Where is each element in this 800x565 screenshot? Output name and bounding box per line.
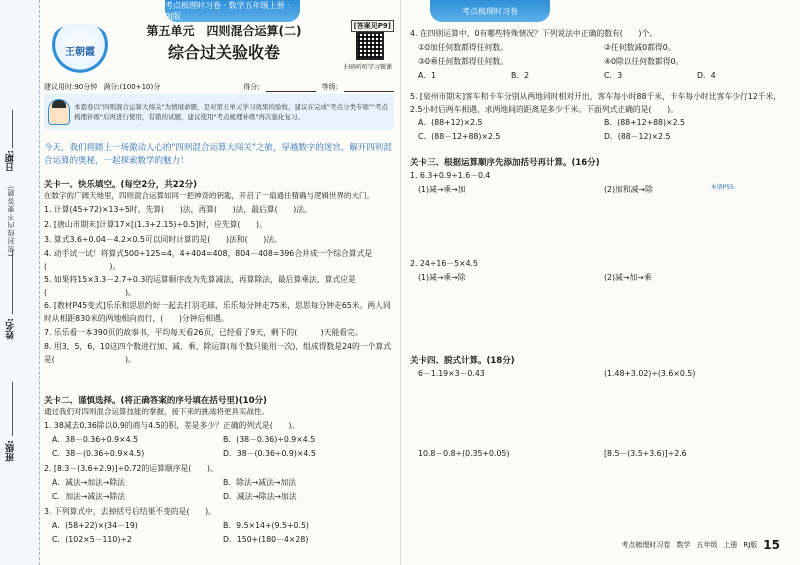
suggested-time: 建议用时:90分钟 bbox=[44, 83, 98, 91]
choice-1-options bbox=[44, 433, 394, 461]
unit-title: 第五单元 四则混合运算(二) bbox=[146, 24, 302, 38]
logo-text: 王朝霞 bbox=[65, 46, 95, 58]
fill-question-3[interactable]: 3. 算式3.6÷0.04－4.2×0.5可以同时计算的是( )法和( )法。 bbox=[44, 235, 282, 244]
order-2-part-1[interactable]: (1)减→乘→除 bbox=[418, 273, 466, 282]
footer-subject: 数学 bbox=[676, 541, 691, 549]
order-1-part-1[interactable]: (1)减→乘→加 bbox=[418, 185, 466, 194]
option-a[interactable]: A．(58+22)×(34－19) bbox=[52, 521, 138, 530]
qr-code-icon[interactable] bbox=[356, 32, 384, 60]
option-c[interactable]: C．3 bbox=[604, 71, 623, 80]
option-d[interactable]: D．(88－12)×2.5 bbox=[604, 132, 671, 141]
option-b[interactable]: B．2 bbox=[511, 71, 530, 80]
binding-strip bbox=[0, 0, 40, 565]
option-c[interactable]: C．(88－12+88)×2.5 bbox=[418, 132, 501, 141]
footer-series: 考点梳理时习卷 bbox=[621, 541, 671, 549]
page-footer bbox=[621, 538, 780, 552]
score-field[interactable] bbox=[266, 82, 316, 92]
banner-right-text: 考点梳理时习卷 bbox=[462, 6, 518, 16]
calc-item-1[interactable]: 6－1.19×3－0.43 bbox=[418, 369, 485, 378]
calc-item-2[interactable]: (1.48+3.02)÷(3.6×0.5) bbox=[604, 369, 696, 378]
brand-logo-icon bbox=[48, 24, 112, 76]
fill-question-4[interactable]: 4. 动手试一试！将算式500÷125=4，4+404=408，804－408=396合并成一个综合算式是( )。 bbox=[44, 249, 373, 271]
choice-question-4[interactable]: 4. 在四则运算中，0有哪些特殊情况？下列说法中正确的数有( )个。 bbox=[410, 29, 658, 38]
page-title: 综合过关验收卷 bbox=[167, 43, 280, 62]
section-2-desc: 通过我们对四则混合运算技能的掌握，接下来的挑战将更具实战性。 bbox=[44, 407, 269, 416]
score-label: 得分: bbox=[243, 83, 260, 91]
reference-tag: 本册P55 bbox=[710, 184, 734, 191]
full-score: 满分:(100+10)分 bbox=[103, 83, 161, 91]
calc-row-1 bbox=[410, 366, 790, 382]
statement-2: ②任何数减0都得0。 bbox=[604, 43, 676, 52]
name-label: 姓名: bbox=[6, 318, 16, 340]
page-number: 15 bbox=[763, 538, 780, 552]
order-2-parts bbox=[410, 271, 790, 285]
class-line[interactable] bbox=[12, 382, 13, 436]
date-line[interactable] bbox=[12, 110, 13, 148]
banner-left-text: 考点梳理时习卷 · 数学五年级上册 · RJ版 bbox=[165, 1, 290, 21]
grade-field[interactable] bbox=[344, 82, 394, 92]
name-line[interactable] bbox=[12, 250, 13, 314]
section-3-title: 关卡三、根据运算顺序先添加括号再计算。(16分) bbox=[410, 158, 600, 168]
class-label: 班级: bbox=[6, 440, 16, 462]
mascot-icon bbox=[48, 99, 70, 125]
option-a[interactable]: A．1 bbox=[418, 71, 437, 80]
fill-question-7[interactable]: 7. 乐乐看一本390页的故事书，平均每天看26页，已经看了9天，剩下的( )天能看完。 bbox=[44, 328, 363, 337]
section-2-title: 关卡二、谨慎选择。(将正确答案的序号填在括号里)(10分) bbox=[44, 396, 267, 406]
grade-label: 等级: bbox=[321, 83, 338, 91]
option-d[interactable]: D．减法→除法→加法 bbox=[223, 492, 297, 501]
exam-meta bbox=[44, 82, 394, 92]
option-b[interactable]: B．9.5×14+(9.5+0.5) bbox=[223, 521, 309, 530]
order-question-1[interactable]: 1. 6.3+0.9÷1.6－0.4 bbox=[410, 171, 491, 180]
fill-question-1[interactable]: 1. 计算(45+72)×13÷5时，先算( )法，再算( )法，最后算( )法。 bbox=[44, 205, 312, 214]
section-1-desc: 在数字的广阔天地里，四则混合运算如同一把神奇的钥匙，开启了一扇通往精确与逻辑世界的大门。 bbox=[44, 191, 374, 200]
option-c[interactable]: C．(102×5－110)÷2 bbox=[52, 535, 132, 544]
fill-question-5[interactable]: 5. 如果将15×3.3－2.7÷0.3的运算顺序改为先算减法，再算除法，最后算乘法，算式应是( )。 bbox=[44, 275, 356, 297]
statement-1: ①0加任何数都得任何数。 bbox=[418, 43, 508, 52]
section-3-q2 bbox=[410, 256, 790, 285]
choice-5-options bbox=[410, 116, 790, 144]
section-2 bbox=[44, 394, 394, 547]
section-4-title: 关卡四、脱式计算。(18分) bbox=[410, 356, 515, 366]
choice-4-statements bbox=[410, 41, 790, 69]
date-label: 日期: bbox=[6, 150, 16, 172]
calc-item-3[interactable]: 10.8－0.8÷(0.35+0.05) bbox=[418, 449, 510, 458]
option-b[interactable]: B．(88+12+88)×2.5 bbox=[604, 118, 685, 127]
option-c[interactable]: C．38－(0.36÷0.9×4.5) bbox=[52, 449, 145, 458]
choice-3-options bbox=[44, 519, 394, 547]
order-1-part-2[interactable]: (2)加和减→除 bbox=[604, 185, 653, 194]
calc-item-4[interactable]: [8.5－(3.5+3.6)]÷2.6 bbox=[604, 449, 687, 458]
section-4-row-2 bbox=[410, 446, 790, 462]
footer-edition: RJ版 bbox=[743, 541, 758, 549]
option-a[interactable]: A．减法→加法→除法 bbox=[52, 478, 125, 487]
section-1-title: 关卡一、快乐填空。(每空2分，共22分) bbox=[44, 180, 198, 190]
fill-question-2[interactable]: 2. [唐山市期末]计算17×[(1.3+2.15)÷0.5]时，应先算( )。 bbox=[44, 220, 267, 229]
option-c[interactable]: C．加法→减法→除法 bbox=[52, 492, 126, 501]
option-a[interactable]: A．38－0.36÷0.9×4.5 bbox=[52, 435, 139, 444]
calc-row-2 bbox=[410, 446, 790, 462]
story-intro: 今天，我们将踏上一场激动人心的"四则混合运算大闯关"之旅，穿越数字的迷宫，解开四则混合运算的奥秘，一起探索数学的魅力！ bbox=[44, 143, 392, 166]
fill-question-6[interactable]: 6. [教材P45变式]乐乐和思思约好一起去打羽毛球，乐乐每分钟走75米，思思每分钟走65米。两人同时从相距830米的两地相向而行，( )分钟后相遇。 bbox=[44, 301, 391, 323]
option-b[interactable]: B．(38－0.36)÷0.9×4.5 bbox=[223, 435, 316, 444]
order-question-2[interactable]: 2. 24÷16－5×4.5 bbox=[410, 259, 478, 268]
footer-grade: 五年级 bbox=[696, 541, 718, 549]
section-4 bbox=[410, 354, 790, 382]
seal-note: (密封线内不要答题) bbox=[7, 185, 15, 257]
qr-caption: 扫码听听学习微课 bbox=[343, 64, 392, 71]
footer-term: 上册 bbox=[723, 541, 738, 549]
choice-question-1[interactable]: 1. 38减去0.36除以0.9的商与4.5的积，差是多少？正确的列式是( )。 bbox=[44, 421, 300, 430]
option-d[interactable]: D．150+(180－4×28) bbox=[223, 535, 309, 544]
option-a[interactable]: A．(88+12)×2.5 bbox=[418, 118, 483, 127]
left-page bbox=[44, 18, 394, 558]
choice-4-options bbox=[410, 69, 790, 83]
statement-3: ③0乘任何数都得任何数。 bbox=[418, 57, 508, 66]
fill-question-8[interactable]: 8. 用3，5，6，10这四个数进行加、减、乘、除运算(每个数只能用一次)，组成得数是24的一个算式是( )。 bbox=[44, 342, 392, 364]
intro-text: 本套卷以"四则混合运算大闯关"为情境命题，是对第五单元学习效果的验收，建议在完成"考点分类专练""考点梳理补练"后再进行使用，有错的试题，建议使用"考点梳理补练"再次强化复习。 bbox=[74, 103, 388, 121]
right-page bbox=[410, 18, 790, 558]
option-b[interactable]: B．除法→减法→加法 bbox=[223, 478, 296, 487]
choice-question-4-block bbox=[410, 26, 790, 83]
order-2-part-2[interactable]: (2)减→加→乘 bbox=[604, 273, 652, 282]
page-divider bbox=[400, 0, 401, 565]
answer-ref-badge: [答案见P9] bbox=[351, 20, 394, 32]
choice-2-options bbox=[44, 476, 394, 504]
choice-question-5[interactable]: 5. [泉州市期末]客车和卡车分别从两地同时相对开出，客车每小时88千米，卡车每小时比客车少行12千米，2.5小时后两车相遇，求两地间的距离是多少千米。下面列式正确的是( )。 bbox=[410, 92, 782, 114]
choice-question-2[interactable]: 2. [8.3－(3.6+2.9)]÷0.72的运算顺序是( )。 bbox=[44, 464, 218, 473]
intro-box bbox=[44, 94, 394, 130]
statement-4: ④0除以任何数都得0。 bbox=[604, 57, 684, 66]
choice-question-3[interactable]: 3. 下列算式中，去掉括号后结果不变的是( )。 bbox=[44, 507, 216, 516]
section-1 bbox=[44, 178, 394, 366]
option-d[interactable]: D．4 bbox=[697, 71, 716, 80]
option-d[interactable]: D．38－(0.36÷0.9)×4.5 bbox=[223, 449, 316, 458]
choice-question-5-block bbox=[410, 90, 790, 144]
